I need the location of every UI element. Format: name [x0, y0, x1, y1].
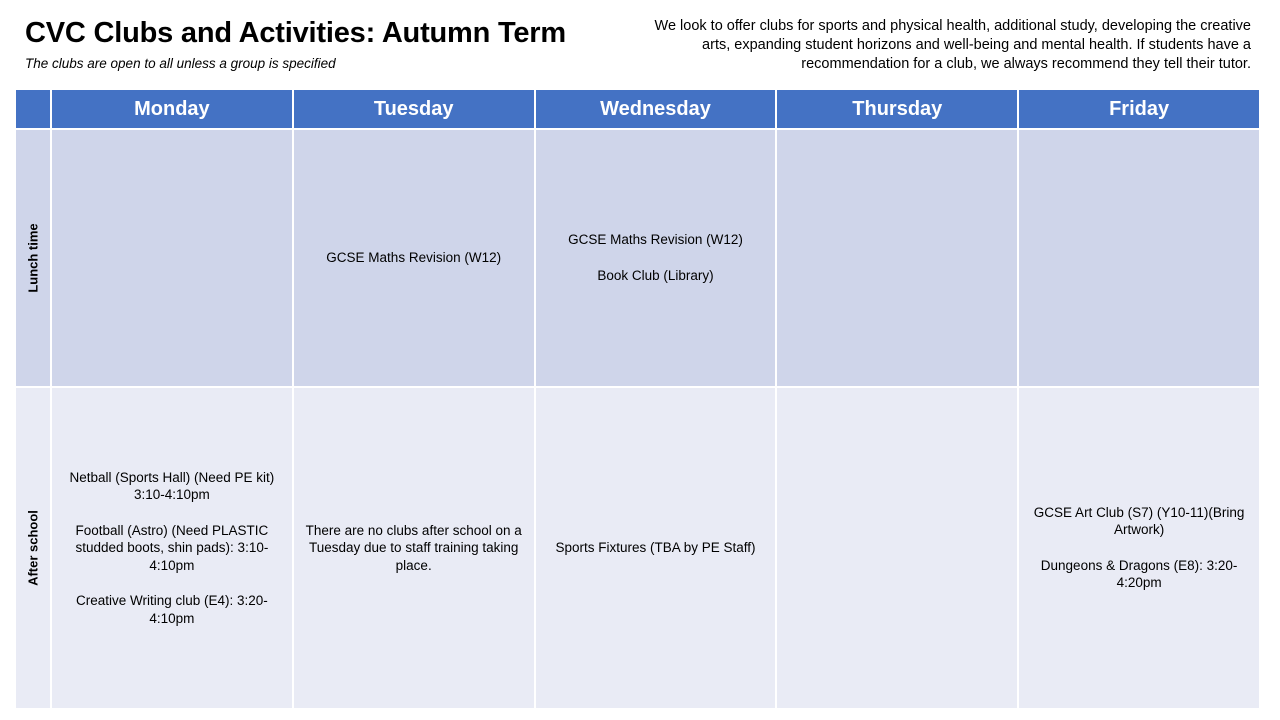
club-entry: GCSE Art Club (S7) (Y10-11)(Bring Artwork)	[1033, 504, 1245, 538]
cell-thursday-after	[776, 387, 1018, 709]
cell-tuesday-after	[293, 387, 535, 709]
club-entry: Creative Writing club (E4): 3:20-4:10pm	[75, 593, 268, 626]
row-label-cell	[15, 387, 51, 709]
day-header-friday: Friday	[1018, 89, 1260, 129]
cell-thursday-lunch	[776, 129, 1018, 387]
cell-wednesday-after	[535, 387, 777, 709]
intro-text: We look to offer clubs for sports and physical health, additional study, developing the creative arts, expanding student horizons and well-being and mental health. If students have a recommendation for a club, we always recommend they tell their tutor.	[654, 18, 1251, 72]
cell-monday-after	[51, 387, 293, 709]
club-entry: Dungeons & Dragons (E8): 3:20-4:20pm	[1040, 557, 1238, 591]
cell-tuesday-lunch	[293, 129, 535, 387]
timetable-header-row	[15, 89, 1260, 129]
clubs-timetable	[14, 88, 1261, 710]
cell-wednesday-lunch	[535, 129, 777, 387]
club-entry: Football (Astro) (Need PLASTIC studded boots, shin pads): 3:10-4:10pm	[75, 522, 269, 573]
club-entry: GCSE Maths Revision (W12)	[568, 232, 743, 248]
day-header-wednesday: Wednesday	[535, 89, 777, 129]
day-header-monday: Monday	[51, 89, 293, 129]
lunch-time-row	[15, 129, 1260, 387]
row-label-lunch-time: Lunch time	[25, 223, 41, 293]
club-entry: Book Club (Library)	[597, 267, 714, 283]
day-header-thursday: Thursday	[776, 89, 1018, 129]
cell-friday-lunch	[1018, 129, 1260, 387]
day-header-tuesday: Tuesday	[293, 89, 535, 129]
cell-monday-lunch	[51, 129, 293, 387]
page-title: CVC Clubs and Activities: Autumn Term	[25, 17, 566, 49]
club-entry: There are no clubs after school on a Tuesday due to staff training taking place.	[305, 522, 522, 573]
after-school-row	[15, 387, 1260, 709]
row-label-cell	[15, 129, 51, 387]
cell-friday-after	[1018, 387, 1260, 709]
club-entry: Sports Fixtures (TBA by PE Staff)	[555, 540, 756, 556]
row-label-after-school: After school	[25, 509, 41, 586]
club-entry: GCSE Maths Revision (W12)	[326, 250, 502, 266]
club-entry: Netball (Sports Hall) (Need PE kit) 3:10-4:10pm	[69, 469, 275, 503]
page-subtitle: The clubs are open to all unless a group is specified	[25, 56, 336, 71]
header-corner	[15, 89, 51, 129]
